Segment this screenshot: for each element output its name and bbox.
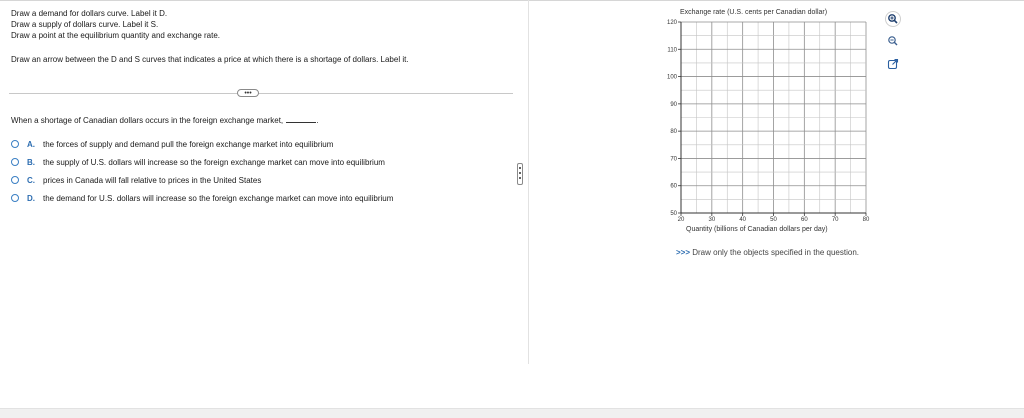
question-stem: When a shortage of Canadian dollars occurs in the foreign exchange market, — [11, 116, 284, 125]
section-divider — [9, 93, 513, 94]
drawing-hint — [676, 248, 859, 257]
radio-a[interactable] — [11, 140, 19, 148]
option-a-text: the forces of supply and demand pull the foreign exchange market into equilibrium — [43, 140, 334, 149]
graph-canvas[interactable] — [655, 14, 875, 222]
hint-text: Draw only the objects specified in the question. — [690, 248, 859, 257]
option-c-text: prices in Canada will fall relative to prices in the United States — [43, 176, 262, 185]
instruction-supply: Draw a supply of dollars curve. Label it S. — [11, 20, 159, 29]
hint-arrow-icon: >>> — [676, 248, 691, 257]
zoom-out-icon — [885, 33, 901, 49]
answer-blank — [286, 116, 319, 125]
graph-y-axis-title: Exchange rate (U.S. cents per Canadian dollar) — [680, 9, 828, 16]
option-d-letter: D. — [27, 194, 35, 203]
zoom-out-button[interactable] — [885, 33, 901, 49]
x-tick-label: 40 — [739, 217, 747, 222]
option-b-text: the supply of U.S. dollars will increase so the foreign exchange market can move into equilibrium — [43, 158, 385, 167]
question-end: . — [316, 116, 319, 125]
instruction-arrow: Draw an arrow between the D and S curves that indicates a price at which there is a shortage of dollars. Label it. — [11, 55, 409, 64]
x-tick-label: 80 — [862, 217, 870, 222]
question-pane — [0, 0, 524, 408]
x-tick-label: 30 — [708, 217, 716, 222]
radio-d[interactable] — [11, 194, 19, 202]
x-tick-label: 20 — [677, 217, 685, 222]
y-tick-label: 110 — [667, 47, 677, 54]
y-tick-label: 100 — [666, 74, 677, 81]
open-new-window-button[interactable] — [885, 56, 901, 72]
pane-resize-handle[interactable] — [517, 163, 523, 185]
x-tick-label: 60 — [800, 217, 808, 222]
zoom-in-icon — [885, 11, 901, 27]
y-tick-label: 70 — [670, 156, 677, 163]
y-tick-label: 80 — [670, 129, 677, 136]
zoom-in-button[interactable] — [885, 11, 901, 27]
option-c-letter: C. — [27, 176, 35, 185]
external-link-icon — [885, 56, 901, 72]
y-tick-label: 120 — [666, 20, 677, 26]
y-tick-label: 90 — [670, 101, 677, 108]
y-tick-label: 50 — [670, 211, 677, 217]
expand-more-button[interactable]: ••• — [237, 89, 259, 97]
bottom-bar — [0, 408, 1024, 418]
instruction-equilibrium: Draw a point at the equilibrium quantity and exchange rate. — [11, 31, 221, 40]
radio-b[interactable] — [11, 158, 19, 166]
option-b-letter: B. — [27, 158, 35, 167]
x-tick-label: 70 — [831, 217, 839, 222]
radio-c[interactable] — [11, 176, 19, 184]
option-d-text: the demand for U.S. dollars will increase so the foreign exchange market can move into equilibrium — [43, 194, 394, 203]
x-tick-label: 50 — [770, 217, 777, 222]
question-text — [11, 116, 319, 125]
graph-x-axis-title: Quantity (billions of Canadian dollars per day) — [686, 226, 828, 233]
y-tick-label: 60 — [670, 183, 677, 190]
instruction-demand: Draw a demand for dollars curve. Label it D. — [11, 9, 168, 18]
pane-divider — [528, 0, 529, 364]
option-a-letter: A. — [27, 140, 35, 149]
